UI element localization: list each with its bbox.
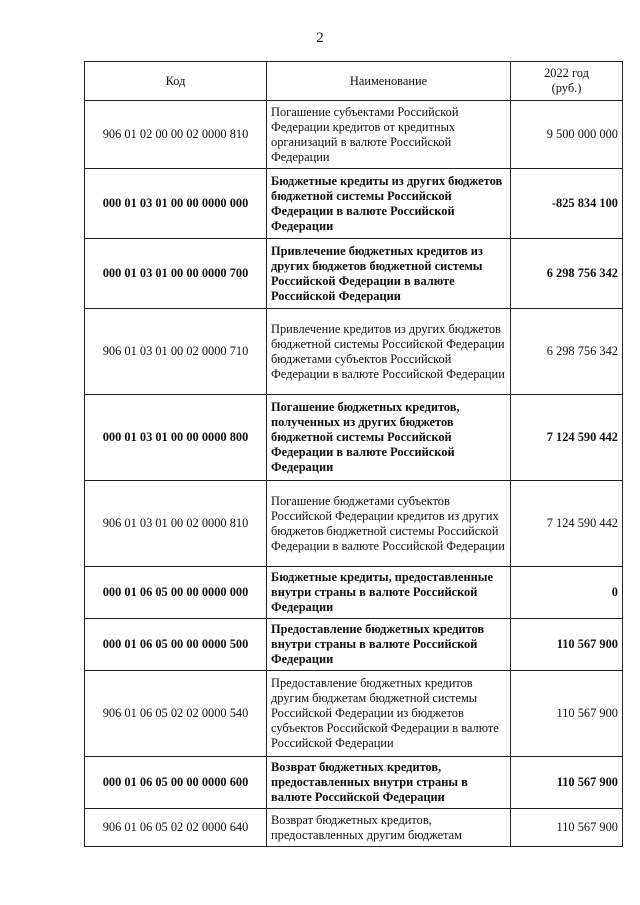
row-amount: 110 567 900 [511,671,623,757]
row-code: 906 01 06 05 02 02 0000 540 [85,671,267,757]
row-name: Погашение субъектами Российской Федерации кредитов от кредитных организаций в валюте Российской Федерации [267,101,511,169]
table-body [85,101,623,847]
row-name: Погашение бюджетных кредитов, полученных из других бюджетов бюджетной системы Российской Федерации в валюте Российской Федерации [267,395,511,481]
row-name: Предоставление бюджетных кредитов другим бюджетам бюджетной системы Российской Федерации из бюджетов субъектов Российской Федерации в валюте Российской Федерации [267,671,511,757]
row-amount: 0 [511,567,623,619]
table-row [85,809,623,847]
row-code: 906 01 03 01 00 02 0000 810 [85,481,267,567]
row-amount: 7 124 590 442 [511,481,623,567]
row-name: Привлечение бюджетных кредитов из других бюджетов бюджетной системы Российской Федерации в валюте Российской Федерации [267,239,511,309]
table-row [85,169,623,239]
page-number: 2 [316,30,324,46]
header-name: Наименование [267,62,511,101]
row-amount: 7 124 590 442 [511,395,623,481]
row-code: 906 01 06 05 02 02 0000 640 [85,809,267,847]
table-row [85,101,623,169]
row-name: Бюджетные кредиты, предоставленные внутри страны в валюте Российской Федерации [267,567,511,619]
table-row [85,567,623,619]
table-row [85,481,623,567]
table-row [85,239,623,309]
row-code: 000 01 06 05 00 00 0000 600 [85,757,267,809]
table-header-row [85,62,623,101]
row-code: 000 01 03 01 00 00 0000 800 [85,395,267,481]
header-amount: 2022 год (руб.) [511,62,623,101]
row-amount: 110 567 900 [511,757,623,809]
table-row [85,395,623,481]
row-name: Погашение бюджетами субъектов Российской Федерации кредитов из других бюджетов бюджетной системы Российской Федерации в валюте Российской Федерации [267,481,511,567]
row-amount: 9 500 000 000 [511,101,623,169]
row-name: Возврат бюджетных кредитов, предоставленных другим бюджетам [267,809,511,847]
row-amount: 6 298 756 342 [511,309,623,395]
row-amount: -825 834 100 [511,169,623,239]
budget-sources-table [84,61,623,847]
row-code: 000 01 03 01 00 00 0000 000 [85,169,267,239]
row-code: 000 01 06 05 00 00 0000 500 [85,619,267,671]
table-row [85,619,623,671]
row-code: 000 01 06 05 00 00 0000 000 [85,567,267,619]
row-amount: 110 567 900 [511,619,623,671]
row-amount: 110 567 900 [511,809,623,847]
row-code: 906 01 03 01 00 02 0000 710 [85,309,267,395]
row-name: Предоставление бюджетных кредитов внутри страны в валюте Российской Федерации [267,619,511,671]
row-name: Бюджетные кредиты из других бюджетов бюджетной системы Российской Федерации в валюте Российской Федерации [267,169,511,239]
row-name: Возврат бюджетных кредитов, предоставленных внутри страны в валюте Российской Федерации [267,757,511,809]
header-code: Код [85,62,267,101]
table-row [85,309,623,395]
row-code: 000 01 03 01 00 00 0000 700 [85,239,267,309]
table-row [85,757,623,809]
row-amount: 6 298 756 342 [511,239,623,309]
row-code: 906 01 02 00 00 02 0000 810 [85,101,267,169]
table-row [85,671,623,757]
row-name: Привлечение кредитов из других бюджетов бюджетной системы Российской Федерации бюджетами субъектов Российской Федерации в валюте Российской Федерации [267,309,511,395]
